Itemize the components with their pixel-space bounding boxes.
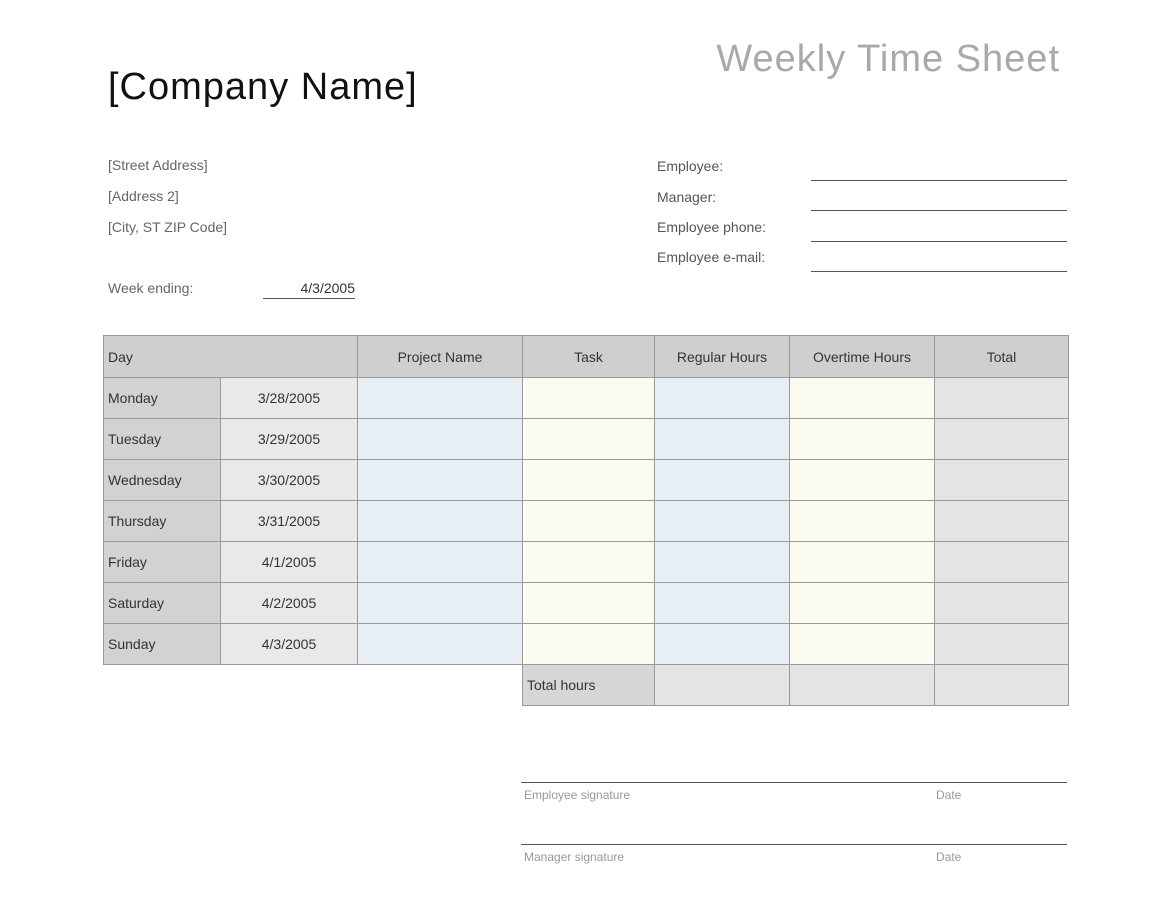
day-name-cell: Saturday <box>104 583 221 624</box>
total-regular-hours-cell <box>655 665 790 706</box>
col-header-project: Project Name <box>358 336 523 378</box>
timesheet-table <box>103 335 1069 706</box>
day-date-cell: 3/31/2005 <box>221 501 358 542</box>
project-cell[interactable] <box>358 460 523 501</box>
task-cell[interactable] <box>523 460 655 501</box>
table-row <box>104 624 1069 665</box>
manager-signature-date-label: Date <box>936 850 962 864</box>
total-overtime-hours-cell <box>790 665 935 706</box>
day-name-cell: Thursday <box>104 501 221 542</box>
week-ending-label: Week ending: <box>108 280 194 296</box>
table-row <box>104 583 1069 624</box>
day-name-cell: Wednesday <box>104 460 221 501</box>
day-date-cell: 4/1/2005 <box>221 542 358 583</box>
task-cell[interactable] <box>523 583 655 624</box>
regular-hours-cell[interactable] <box>655 460 790 501</box>
day-name-cell: Sunday <box>104 624 221 665</box>
overtime-hours-cell[interactable] <box>790 624 935 665</box>
col-header-overtime-hours: Overtime Hours <box>790 336 935 378</box>
col-header-day: Day <box>104 336 358 378</box>
total-cell <box>935 501 1069 542</box>
day-date-cell: 4/2/2005 <box>221 583 358 624</box>
project-cell[interactable] <box>358 378 523 419</box>
employee-label: Employee: <box>657 158 724 174</box>
day-name-cell: Tuesday <box>104 419 221 460</box>
project-cell[interactable] <box>358 583 523 624</box>
project-cell[interactable] <box>358 624 523 665</box>
company-name: [Company Name] <box>108 66 418 108</box>
table-header-row <box>104 336 1069 378</box>
regular-hours-cell[interactable] <box>655 501 790 542</box>
manager-label: Manager: <box>657 189 717 205</box>
project-cell[interactable] <box>358 501 523 542</box>
col-header-total: Total <box>935 336 1069 378</box>
task-cell[interactable] <box>523 542 655 583</box>
total-cell <box>935 624 1069 665</box>
task-cell[interactable] <box>523 378 655 419</box>
blank-spacer <box>104 665 523 706</box>
project-cell[interactable] <box>358 542 523 583</box>
regular-hours-cell[interactable] <box>655 419 790 460</box>
total-hours-label: Total hours <box>523 665 655 706</box>
week-ending-value[interactable]: 4/3/2005 <box>263 280 355 299</box>
employee-signature-date-label: Date <box>936 788 962 802</box>
table-row <box>104 542 1069 583</box>
regular-hours-cell[interactable] <box>655 378 790 419</box>
project-cell[interactable] <box>358 419 523 460</box>
task-cell[interactable] <box>523 624 655 665</box>
manager-signature-line[interactable] <box>521 844 1067 845</box>
total-hours-row <box>104 665 1069 706</box>
overtime-hours-cell[interactable] <box>790 378 935 419</box>
manager-field[interactable] <box>811 210 1067 211</box>
col-header-task: Task <box>523 336 655 378</box>
table-row <box>104 378 1069 419</box>
day-date-cell: 3/28/2005 <box>221 378 358 419</box>
total-cell <box>935 460 1069 501</box>
manager-signature-label: Manager signature <box>524 850 625 864</box>
total-cell <box>935 378 1069 419</box>
document-title: Weekly Time Sheet <box>716 38 1060 80</box>
employee-phone-field[interactable] <box>811 241 1067 242</box>
day-name-cell: Friday <box>104 542 221 583</box>
regular-hours-cell[interactable] <box>655 542 790 583</box>
col-header-regular-hours: Regular Hours <box>655 336 790 378</box>
regular-hours-cell[interactable] <box>655 583 790 624</box>
street-address: [Street Address] <box>108 157 208 173</box>
city-state-zip: [City, ST ZIP Code] <box>108 219 228 235</box>
employee-phone-label: Employee phone: <box>657 219 766 235</box>
overtime-hours-cell[interactable] <box>790 583 935 624</box>
employee-signature-label: Employee signature <box>524 788 631 802</box>
day-date-cell: 4/3/2005 <box>221 624 358 665</box>
employee-email-field[interactable] <box>811 271 1067 272</box>
grand-total-cell <box>935 665 1069 706</box>
employee-signature-line[interactable] <box>521 782 1067 783</box>
overtime-hours-cell[interactable] <box>790 501 935 542</box>
day-date-cell: 3/29/2005 <box>221 419 358 460</box>
total-cell <box>935 419 1069 460</box>
employee-email-label: Employee e-mail: <box>657 249 766 265</box>
overtime-hours-cell[interactable] <box>790 460 935 501</box>
task-cell[interactable] <box>523 419 655 460</box>
table-row <box>104 460 1069 501</box>
day-date-cell: 3/30/2005 <box>221 460 358 501</box>
task-cell[interactable] <box>523 501 655 542</box>
address-line-2: [Address 2] <box>108 188 179 204</box>
day-name-cell: Monday <box>104 378 221 419</box>
table-row <box>104 419 1069 460</box>
overtime-hours-cell[interactable] <box>790 419 935 460</box>
employee-field[interactable] <box>811 180 1067 181</box>
total-cell <box>935 583 1069 624</box>
regular-hours-cell[interactable] <box>655 624 790 665</box>
table-row <box>104 501 1069 542</box>
overtime-hours-cell[interactable] <box>790 542 935 583</box>
total-cell <box>935 542 1069 583</box>
